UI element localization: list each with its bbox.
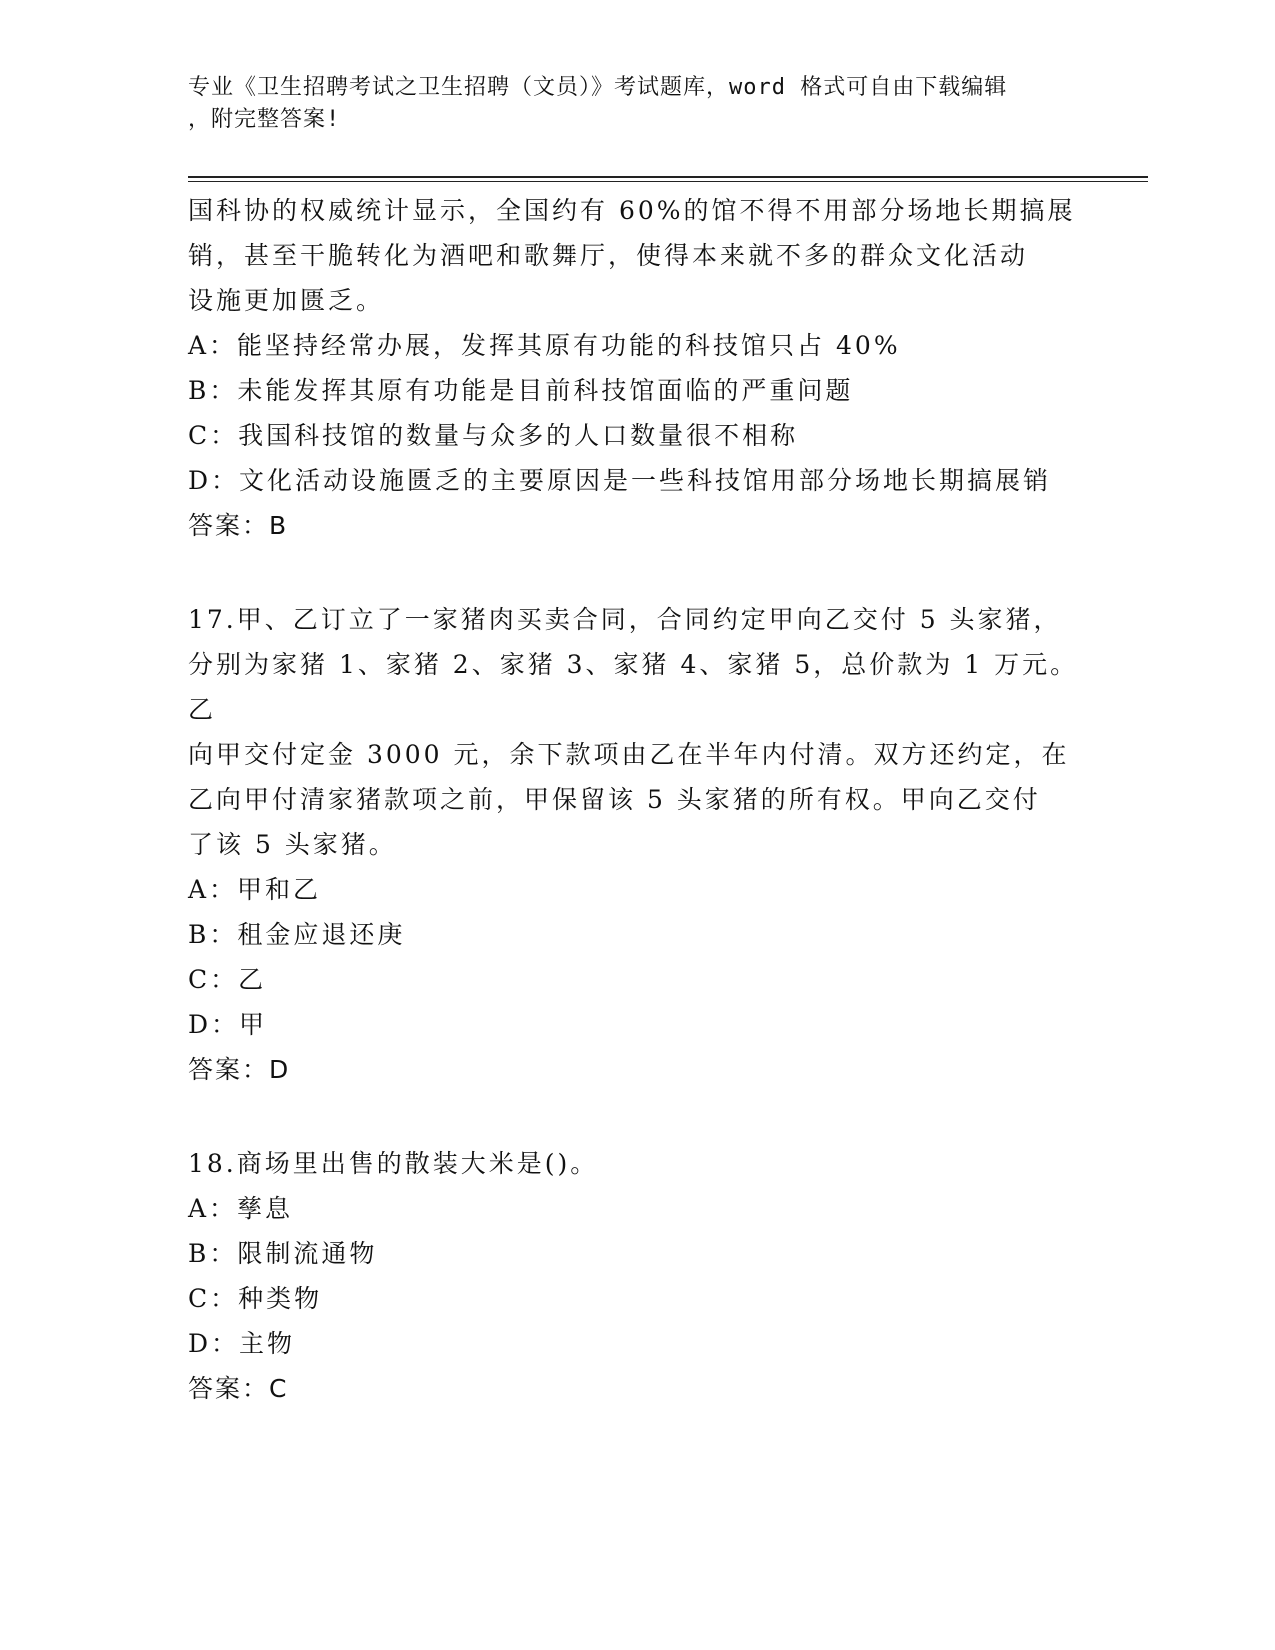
document-body bbox=[188, 188, 1088, 1411]
option-b: B：租金应退还庚 bbox=[188, 920, 406, 949]
question-text-line: 分别为家猪 1、家猪 2、家猪 3、家猪 4、家猪 5，总价款为 1 万元。乙 bbox=[188, 650, 1079, 724]
header-line-1: 专业《卫生招聘考试之卫生招聘（文员）》考试题库，word 格式可自由下载编辑 bbox=[188, 75, 1008, 100]
header-divider-thick bbox=[188, 176, 1148, 178]
option-c: C：种类物 bbox=[188, 1284, 323, 1313]
option-a: A：甲和乙 bbox=[188, 875, 322, 904]
header-divider-thin bbox=[188, 181, 1148, 182]
question-text-line: 乙向甲付清家猪款项之前，甲保留该 5 头家猪的所有权。甲向乙交付 bbox=[188, 785, 1041, 814]
question-text-line: 设施更加匮乏。 bbox=[188, 286, 385, 315]
question-text-line: 向甲交付定金 3000 元，余下款项由乙在半年内付清。双方还约定，在 bbox=[188, 740, 1070, 769]
question-16 bbox=[188, 188, 1088, 548]
question-text-line: 国科协的权威统计显示，全国约有 60%的馆不得不用部分场地长期搞展 bbox=[188, 196, 1076, 225]
document-header bbox=[188, 72, 1088, 136]
answer: 答案：C bbox=[188, 1374, 289, 1403]
question-text-line: 18.商场里出售的散装大米是()。 bbox=[188, 1149, 599, 1178]
option-d: D：甲 bbox=[188, 1010, 268, 1039]
answer: 答案：B bbox=[188, 511, 289, 540]
question-17 bbox=[188, 597, 1088, 1092]
option-a: A：孳息 bbox=[188, 1194, 294, 1223]
option-a: A：能坚持经常办展，发挥其原有功能的科技馆只占 40% bbox=[188, 331, 901, 360]
question-text-line: 销，甚至干脆转化为酒吧和歌舞厅，使得本来就不多的群众文化活动 bbox=[188, 241, 1029, 270]
option-b: B：限制流通物 bbox=[188, 1239, 378, 1268]
option-d: D：主物 bbox=[188, 1329, 296, 1358]
option-c: C：我国科技馆的数量与众多的人口数量很不相称 bbox=[188, 421, 799, 450]
question-text-line: 17.甲、乙订立了一家猪肉买卖合同，合同约定甲向乙交付 5 头家猪， bbox=[188, 605, 1062, 634]
question-18 bbox=[188, 1141, 1088, 1411]
answer: 答案：D bbox=[188, 1055, 291, 1084]
header-line-2: ，附完整答案! bbox=[188, 107, 341, 132]
option-d: D：文化活动设施匮乏的主要原因是一些科技馆用部分场地长期搞展销 bbox=[188, 466, 1052, 495]
option-b: B：未能发挥其原有功能是目前科技馆面临的严重问题 bbox=[188, 376, 854, 405]
question-text-line: 了该 5 头家猪。 bbox=[188, 830, 397, 859]
option-c: C：乙 bbox=[188, 965, 267, 994]
